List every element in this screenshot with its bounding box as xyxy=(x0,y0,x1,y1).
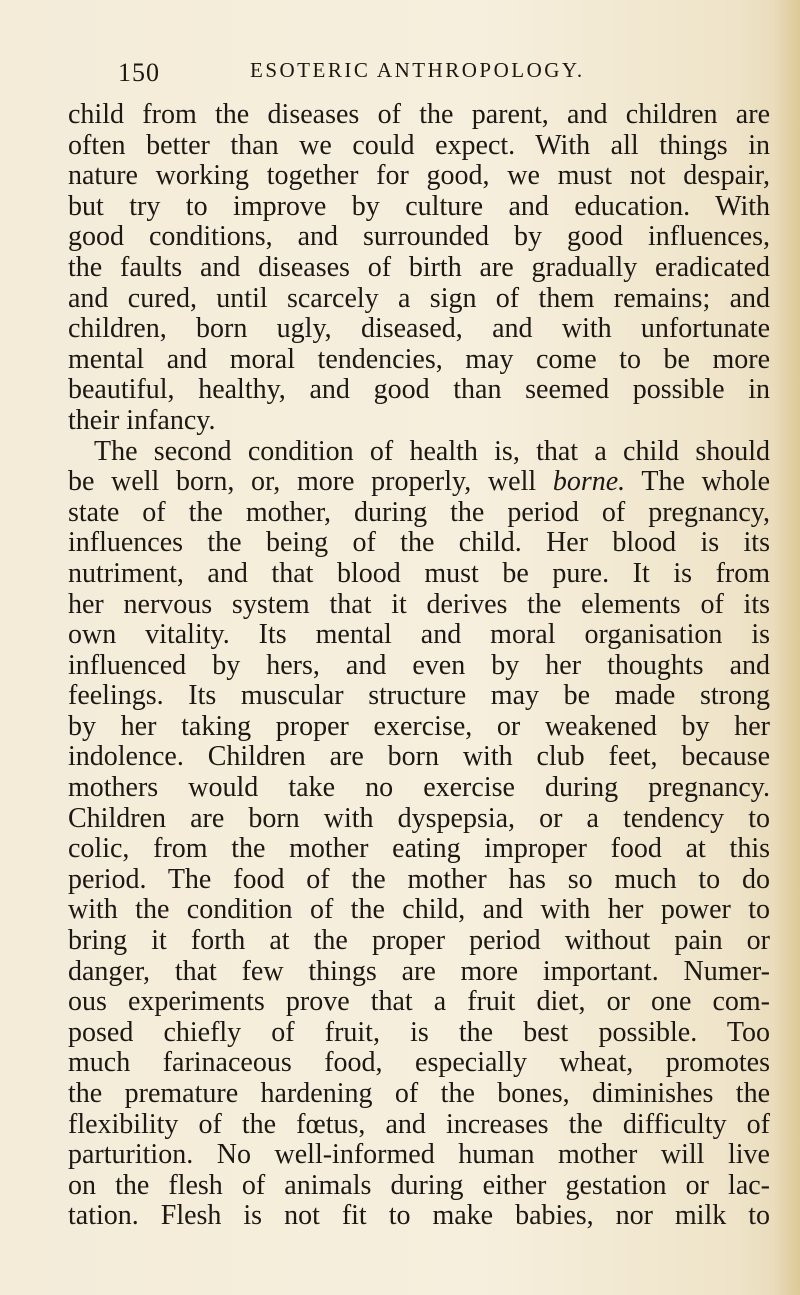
page-number: 150 xyxy=(118,58,160,87)
text-line: by her taking proper exercise, or weakened by her xyxy=(68,710,770,742)
text-line: flexibility of the fœtus, and increases the difficulty of xyxy=(68,1108,770,1140)
text-line: The second condition of health is, that a child should xyxy=(94,435,770,467)
text-line: own vitality. Its mental and moral organisation is xyxy=(68,619,770,651)
text-line: nature working together for good, we must not despair, xyxy=(68,160,770,192)
paragraph-1 xyxy=(68,100,770,437)
text-line: children, born ugly, diseased, and with unfortunate xyxy=(68,313,770,345)
italic-word: borne. xyxy=(552,466,626,498)
page-header xyxy=(118,52,638,86)
text-line: influenced by hers, and even by her thoughts and xyxy=(68,649,770,681)
text-line: tation. Flesh is not fit to make babies, nor milk to xyxy=(68,1200,770,1232)
text-line: nutriment, and that blood must be pure. It is from xyxy=(68,557,770,589)
text-line: colic, from the mother eating improper food at this xyxy=(68,833,770,865)
paragraph-2 xyxy=(68,437,770,1232)
text-line: mental and moral tendencies, may come to be more xyxy=(68,343,770,375)
text-line: period. The food of the mother has so much to do xyxy=(68,863,770,895)
text-line: much farinaceous food, especially wheat, promotes xyxy=(68,1047,770,1079)
text-line: danger, that few things are more important. Numer- xyxy=(68,955,770,987)
text-line: ous experiments prove that a fruit diet, or one com- xyxy=(68,986,770,1018)
text-fragment: The whole xyxy=(625,466,771,498)
text-line: the faults and diseases of birth are gradually eradicated xyxy=(68,251,770,283)
text-line: the premature hardening of the bones, diminishes the xyxy=(68,1078,770,1109)
text-line: good conditions, and surrounded by good influences, xyxy=(68,221,770,253)
text-line: influences the being of the child. Her blood is its xyxy=(68,527,770,559)
text-line: state of the mother, during the period of pregnancy, xyxy=(68,496,770,528)
text-line: parturition. No well-informed human mother will live xyxy=(68,1139,770,1171)
text-line: bring it forth at the proper period without pain or xyxy=(68,925,770,957)
running-title: ESOTERIC ANTHROPOLOGY. xyxy=(250,58,585,82)
body-text xyxy=(68,100,770,1232)
text-line: feelings. Its muscular structure may be made strong xyxy=(68,680,770,712)
text-line xyxy=(68,467,770,498)
text-line: on the flesh of animals during either gestation or lac- xyxy=(68,1169,770,1201)
text-line: beautiful, healthy, and good than seemed possible in xyxy=(68,374,770,406)
text-line: their infancy. xyxy=(68,404,216,436)
text-line: Children are born with dyspepsia, or a tendency to xyxy=(68,802,770,834)
page-edge-stain xyxy=(774,0,800,1295)
text-line: mothers would take no exercise during pregnancy. xyxy=(68,772,770,804)
text-line: posed chiefly of fruit, is the best possible. Too xyxy=(68,1016,770,1048)
text-line: her nervous system that it derives the elements of its xyxy=(68,588,770,620)
text-line: with the condition of the child, and with her power to xyxy=(68,894,770,926)
text-line: and cured, until scarcely a sign of them remains; and xyxy=(68,282,770,314)
text-line: child from the diseases of the parent, and children are xyxy=(68,99,770,130)
text-line: indolence. Children are born with club feet, because xyxy=(68,741,770,773)
text-fragment: be well born, or, more properly, well xyxy=(68,466,553,498)
text-line: but try to improve by culture and education. With xyxy=(68,190,770,222)
text-line: often better than we could expect. With all things in xyxy=(68,129,770,161)
